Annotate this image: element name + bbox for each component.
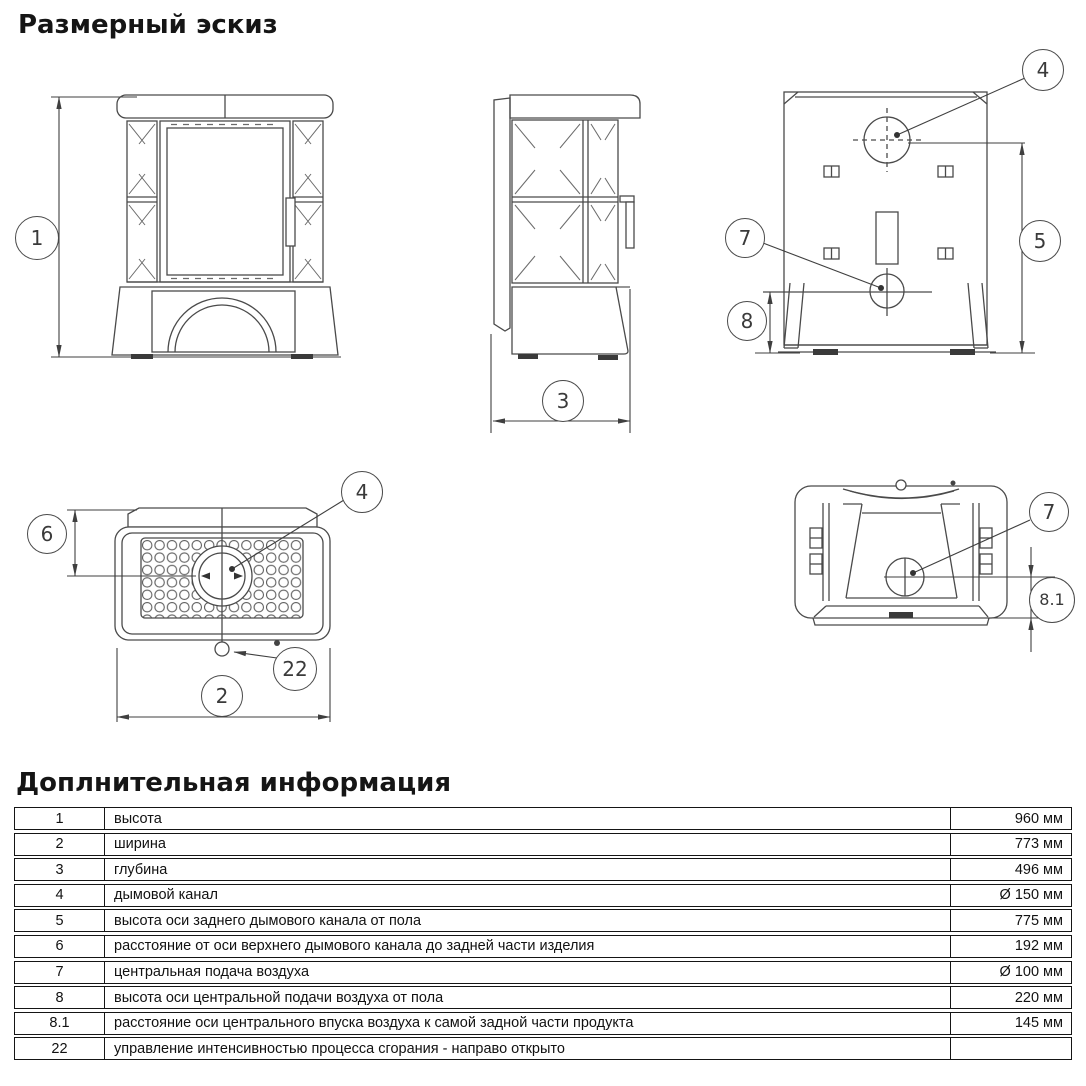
callout-flue-offset: 6	[27, 514, 67, 554]
row-description: центральная подача воздуха	[105, 962, 951, 983]
row-value	[951, 1038, 1071, 1059]
callout-flue-top: 4	[341, 471, 383, 513]
table-row	[14, 858, 1072, 881]
front-view	[51, 95, 341, 359]
row-description: высота	[105, 808, 951, 829]
bottom-view	[795, 480, 1060, 652]
callout-width: 2	[201, 675, 243, 717]
table-row	[14, 909, 1072, 932]
row-number: 2	[15, 834, 105, 855]
table-row	[14, 807, 1072, 830]
table-row	[14, 833, 1072, 856]
row-description: расстояние оси центрального впуска воздуха к самой задной части продукта	[105, 1013, 951, 1034]
row-description: ширина	[105, 834, 951, 855]
back-view	[755, 78, 1035, 355]
additional-info-table	[14, 807, 1072, 1060]
row-description: дымовой канал	[105, 885, 951, 906]
callout-control: 22	[273, 647, 317, 691]
row-value: 496 мм	[1014, 861, 1063, 878]
callout-air-back: 7	[725, 218, 765, 258]
row-value: 775 мм	[1014, 912, 1063, 929]
row-description: высота оси заднего дымового канала от пола	[105, 910, 951, 931]
row-number: 3	[15, 859, 105, 880]
callout-flue-height: 5	[1019, 220, 1061, 262]
row-value: 773 мм	[1014, 836, 1063, 853]
row-value: 145 мм	[1014, 1015, 1063, 1032]
row-value: 960 мм	[1014, 810, 1063, 827]
row-description: высота оси центральной подачи воздуха от пола	[105, 987, 951, 1008]
row-value: Ø 150 мм	[999, 887, 1063, 904]
info-title: Доплнительная информация	[16, 768, 452, 798]
row-number: 4	[15, 885, 105, 906]
callout-height: 1	[15, 216, 59, 260]
callout-flue-back: 4	[1022, 49, 1064, 91]
table-row	[14, 1037, 1072, 1060]
callout-air-offset: 8.1	[1029, 577, 1075, 623]
row-value: Ø 100 мм	[999, 964, 1063, 981]
row-description: расстояние от оси верхнего дымового канала до задней части изделия	[105, 936, 951, 957]
page-title: Размерный эскиз	[18, 10, 278, 40]
table-row	[14, 884, 1072, 907]
row-number: 8.1	[15, 1013, 105, 1034]
row-number: 6	[15, 936, 105, 957]
row-number: 8	[15, 987, 105, 1008]
table-row	[14, 935, 1072, 958]
callout-air-height: 8	[727, 301, 767, 341]
row-number: 1	[15, 808, 105, 829]
row-value: 192 мм	[1014, 938, 1063, 955]
table-row	[14, 986, 1072, 1009]
row-value: 220 мм	[1014, 989, 1063, 1006]
table-row	[14, 1012, 1072, 1035]
callout-air-bottom: 7	[1029, 492, 1069, 532]
row-number: 7	[15, 962, 105, 983]
row-description: управление интенсивностью процесса сгорания - направо открыто	[105, 1038, 951, 1059]
callout-depth: 3	[542, 380, 584, 422]
table-row	[14, 961, 1072, 984]
row-number: 5	[15, 910, 105, 931]
row-number: 22	[15, 1038, 105, 1059]
row-description: глубина	[105, 859, 951, 880]
